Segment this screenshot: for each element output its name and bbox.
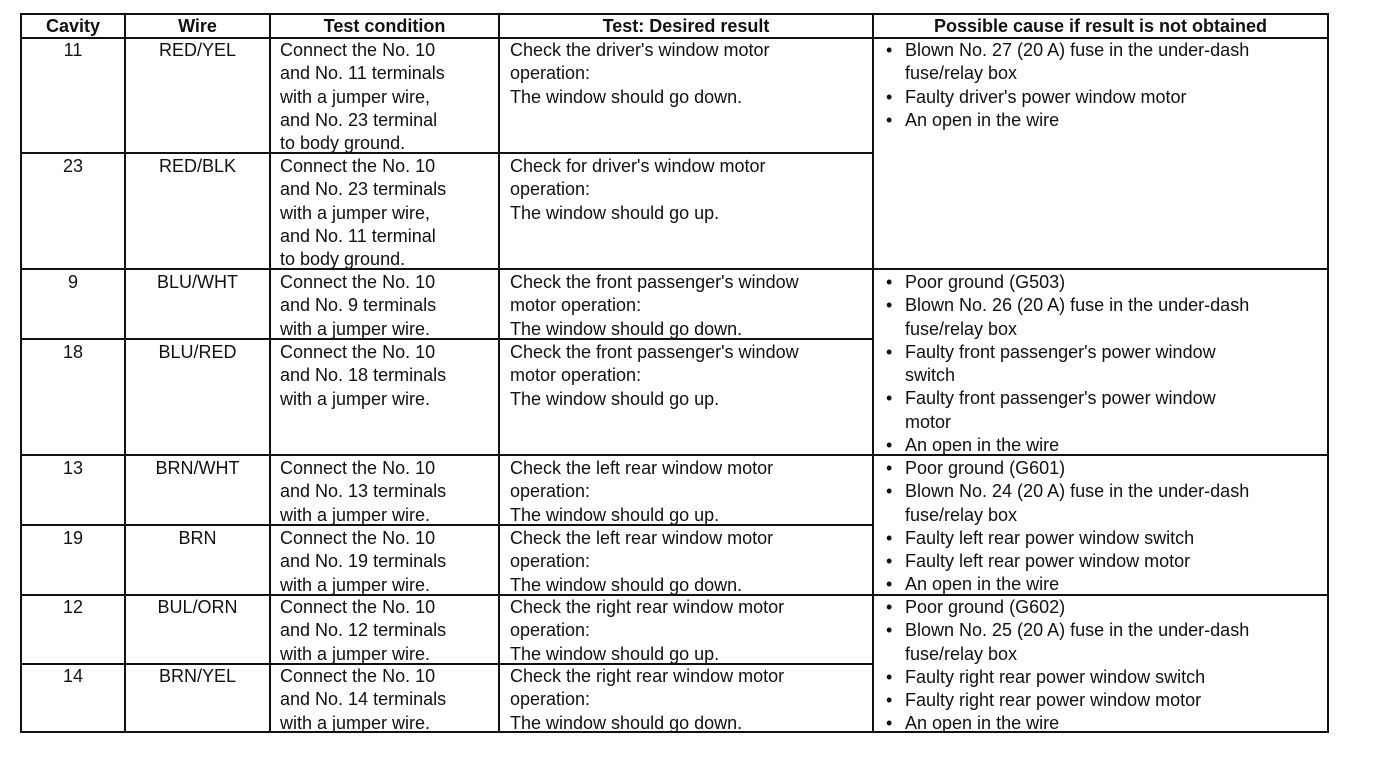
result-line: Check for driver's window motor xyxy=(510,156,766,176)
condition-cell xyxy=(280,665,446,735)
result-cell xyxy=(510,155,766,225)
cause-item: • Poor ground (G602) xyxy=(882,596,1249,619)
condition-cell xyxy=(280,271,436,341)
result-line: operation: xyxy=(510,179,591,200)
result-cell xyxy=(510,527,773,597)
cause-item: • Blown No. 24 (20 A) fuse in the under-dash xyxy=(882,480,1249,503)
cavity-cell: 14 xyxy=(62,666,84,686)
result-line: Check the front passenger's window xyxy=(510,342,799,362)
result-line: Check the right rear window motor xyxy=(510,597,785,617)
cause-item-continued: fuse/relay box xyxy=(905,318,1018,339)
header-wire: Wire xyxy=(178,16,217,36)
condition-line: and No. 19 terminals xyxy=(280,551,447,572)
wire-cell: RED/YEL xyxy=(158,40,237,60)
column-divider xyxy=(872,13,874,733)
condition-cell xyxy=(280,596,446,666)
row-divider xyxy=(20,152,874,154)
condition-line: and No. 11 terminals xyxy=(280,63,445,84)
condition-cell xyxy=(280,341,446,411)
cause-item: • Blown No. 25 (20 A) fuse in the under-dash xyxy=(882,619,1249,642)
cavity-cell: 23 xyxy=(62,156,84,176)
condition-line: and No. 13 terminals xyxy=(280,481,447,502)
condition-line: Connect the No. 10 xyxy=(280,342,436,362)
cause-list xyxy=(882,457,1249,597)
cause-item: • Faulty left rear power window switch xyxy=(882,527,1249,550)
result-cell xyxy=(510,596,784,666)
cavity-cell: 19 xyxy=(62,528,84,548)
header-test-condition: Test condition xyxy=(323,16,446,36)
cause-list xyxy=(882,596,1249,736)
result-line: operation: xyxy=(510,551,591,572)
diagnostic-table xyxy=(20,13,1329,733)
column-divider xyxy=(498,13,500,733)
wire-cell: BRN xyxy=(178,528,217,548)
column-divider xyxy=(124,13,126,733)
condition-line: with a jumper wire. xyxy=(280,388,431,409)
condition-line: and No. 23 terminal xyxy=(280,109,438,130)
header-desired-result: Test: Desired result xyxy=(602,16,770,36)
cause-item: • Poor ground (G601) xyxy=(882,457,1249,480)
cause-item: • Faulty right rear power window switch xyxy=(882,666,1249,689)
cause-item-continued: fuse/relay box xyxy=(905,504,1018,525)
result-cell xyxy=(510,457,773,527)
group-divider xyxy=(20,268,1329,270)
condition-cell xyxy=(280,39,445,155)
result-line: operation: xyxy=(510,620,591,641)
result-line: The window should go up. xyxy=(510,202,720,223)
result-line: operation: xyxy=(510,689,591,710)
condition-line: with a jumper wire, xyxy=(280,202,431,223)
result-line: operation: xyxy=(510,481,591,502)
condition-cell xyxy=(280,527,446,597)
condition-line: with a jumper wire. xyxy=(280,504,431,525)
result-line: motor operation: xyxy=(510,365,642,386)
condition-line: and No. 12 terminals xyxy=(280,620,447,641)
result-line: Check the right rear window motor xyxy=(510,666,785,686)
header-possible-cause: Possible cause if result is not obtained xyxy=(933,16,1268,36)
result-line: Check the left rear window motor xyxy=(510,528,774,548)
condition-cell xyxy=(280,155,446,271)
condition-line: to body ground. xyxy=(280,133,406,154)
condition-cell xyxy=(280,457,446,527)
condition-line: with a jumper wire. xyxy=(280,574,431,595)
cause-list xyxy=(882,271,1249,457)
result-line: Check the left rear window motor xyxy=(510,458,774,478)
cavity-cell: 18 xyxy=(62,342,84,362)
condition-line: with a jumper wire. xyxy=(280,318,431,339)
condition-line: to body ground. xyxy=(280,249,406,270)
condition-line: and No. 18 terminals xyxy=(280,365,447,386)
cause-item: • An open in the wire xyxy=(882,712,1249,735)
condition-line: and No. 14 terminals xyxy=(280,689,447,710)
column-divider xyxy=(269,13,271,733)
condition-line: Connect the No. 10 xyxy=(280,666,436,686)
condition-line: Connect the No. 10 xyxy=(280,272,436,292)
cause-item-continued: fuse/relay box xyxy=(905,63,1018,84)
cause-item-continued: motor xyxy=(905,411,952,432)
condition-line: Connect the No. 10 xyxy=(280,528,436,548)
result-line: The window should go down. xyxy=(510,712,743,733)
result-cell xyxy=(510,271,799,341)
cause-item: • Faulty right rear power window motor xyxy=(882,689,1249,712)
cause-item: • Blown No. 26 (20 A) fuse in the under-dash xyxy=(882,294,1249,317)
cause-item: • An open in the wire xyxy=(882,573,1249,596)
condition-line: with a jumper wire. xyxy=(280,643,431,664)
condition-line: Connect the No. 10 xyxy=(280,458,436,478)
header-cavity: Cavity xyxy=(45,16,101,36)
cause-list xyxy=(882,39,1249,132)
cause-item: • Poor ground (G503) xyxy=(882,271,1249,294)
condition-line: Connect the No. 10 xyxy=(280,156,436,176)
wire-cell: BRN/WHT xyxy=(155,458,240,478)
cavity-cell: 11 xyxy=(63,40,83,60)
result-line: operation: xyxy=(510,63,591,84)
wire-cell: BRN/YEL xyxy=(158,666,237,686)
cause-item: • An open in the wire xyxy=(882,434,1249,457)
result-line: Check the driver's window motor xyxy=(510,40,770,60)
cause-item-continued: switch xyxy=(905,365,956,386)
cavity-cell: 13 xyxy=(62,458,84,478)
wire-cell: BUL/ORN xyxy=(157,597,238,617)
condition-line: and No. 11 terminal xyxy=(280,225,436,246)
cause-item-continued: fuse/relay box xyxy=(905,643,1018,664)
wire-cell: RED/BLK xyxy=(158,156,237,176)
cause-item: • Faulty front passenger's power window xyxy=(882,387,1249,410)
condition-line: and No. 23 terminals xyxy=(280,179,447,200)
condition-line: Connect the No. 10 xyxy=(280,597,436,617)
cause-item: • Faulty left rear power window motor xyxy=(882,550,1249,573)
result-cell xyxy=(510,665,784,735)
table-border-left xyxy=(20,13,22,733)
cavity-cell: 9 xyxy=(67,272,78,292)
cavity-cell: 12 xyxy=(62,597,84,617)
cause-item: • Faulty driver's power window motor xyxy=(882,86,1249,109)
result-line: The window should go down. xyxy=(510,318,743,339)
table-border-right xyxy=(1327,13,1329,733)
result-line: The window should go down. xyxy=(510,86,743,107)
result-cell xyxy=(510,39,770,109)
condition-line: with a jumper wire. xyxy=(280,712,431,733)
cause-item: • Blown No. 27 (20 A) fuse in the under-dash xyxy=(882,39,1249,62)
condition-line: Connect the No. 10 xyxy=(280,40,436,60)
result-line: The window should go up. xyxy=(510,504,720,525)
result-cell xyxy=(510,341,799,411)
result-line: Check the front passenger's window xyxy=(510,272,799,292)
wire-cell: BLU/RED xyxy=(158,342,237,362)
cause-item: • Faulty front passenger's power window xyxy=(882,341,1249,364)
result-line: The window should go up. xyxy=(510,388,720,409)
result-line: motor operation: xyxy=(510,295,642,316)
condition-line: and No. 9 terminals xyxy=(280,295,437,316)
result-line: The window should go up. xyxy=(510,643,720,664)
result-line: The window should go down. xyxy=(510,574,743,595)
condition-line: with a jumper wire, xyxy=(280,86,431,107)
cause-item: • An open in the wire xyxy=(882,109,1249,132)
wire-cell: BLU/WHT xyxy=(157,272,238,292)
